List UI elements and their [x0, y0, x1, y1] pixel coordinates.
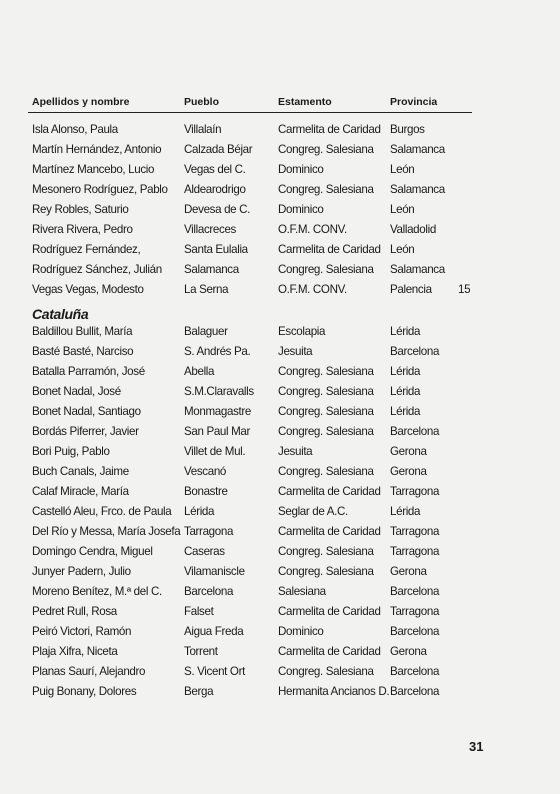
cell-name: Calaf Miracle, María — [32, 485, 129, 498]
cell-town: S. Vicent Ort — [184, 665, 245, 678]
cell-estate: Seglar de A.C. — [278, 505, 348, 518]
cell-province: Tarragona — [390, 485, 440, 498]
cell-estate: Carmelita de Caridad — [278, 123, 381, 136]
cell-estate: O.F.M. CONV. — [278, 283, 347, 296]
cell-estate: Dominico — [278, 163, 324, 176]
cell-province: Barcelona — [390, 585, 440, 598]
cell-name: Basté Basté, Narciso — [32, 345, 134, 358]
cell-estate: Congreg. Salesiana — [278, 425, 374, 438]
table-row — [0, 325, 560, 345]
cell-name: Del Río y Messa, María Josefa — [32, 525, 181, 538]
cell-estate: Dominico — [278, 203, 324, 216]
table-row — [0, 505, 560, 525]
cell-province: Tarragona — [390, 525, 440, 538]
header-surname: Apellidos y nombre — [32, 96, 130, 108]
cell-town: Villalaín — [184, 123, 222, 136]
cell-town: Berga — [184, 685, 214, 698]
cell-town: Devesa de C. — [184, 203, 251, 216]
cell-estate: Carmelita de Caridad — [278, 485, 381, 498]
section-title: Cataluña — [32, 306, 89, 322]
cell-town: Calzada Béjar — [184, 143, 253, 156]
cell-province: Barcelona — [390, 345, 440, 358]
page-number: 31 — [469, 739, 484, 754]
margin-number: 15 — [458, 283, 471, 296]
cell-town: Tarragona — [184, 525, 234, 538]
cell-estate: Carmelita de Caridad — [278, 525, 381, 538]
cell-name: Mesonero Rodríguez, Pablo — [32, 183, 168, 196]
cell-name: Isla Alonso, Paula — [32, 123, 118, 136]
cell-name: Bordás Piferrer, Javier — [32, 425, 139, 438]
cell-name: Rodríguez Fernández, — [32, 243, 141, 256]
cell-estate: Escolapia — [278, 325, 326, 338]
table-row — [0, 143, 560, 163]
cell-estate: Congreg. Salesiana — [278, 405, 374, 418]
cell-province: Lérida — [390, 505, 421, 518]
cell-town: Vegas del C. — [184, 163, 246, 176]
cell-province: Tarragona — [390, 545, 440, 558]
cell-province: Barcelona — [390, 665, 440, 678]
cell-estate: Congreg. Salesiana — [278, 263, 374, 276]
cell-province: Gerona — [390, 465, 427, 478]
cell-province: Barcelona — [390, 625, 440, 638]
table-row — [0, 405, 560, 425]
table-row — [0, 605, 560, 625]
table-row — [0, 183, 560, 203]
table-row — [0, 685, 560, 705]
table-row — [0, 223, 560, 243]
cell-town: Lérida — [184, 505, 215, 518]
cell-estate: Salesiana — [278, 585, 326, 598]
table-row — [0, 445, 560, 465]
table-row — [0, 263, 560, 283]
cell-name: Vegas Vegas, Modesto — [32, 283, 144, 296]
cell-town: Barcelona — [184, 585, 234, 598]
cell-estate: Carmelita de Caridad — [278, 605, 381, 618]
table-row — [0, 163, 560, 183]
cell-town: Caseras — [184, 545, 225, 558]
table-row — [0, 425, 560, 445]
cell-province: Lérida — [390, 385, 421, 398]
cell-estate: Congreg. Salesiana — [278, 545, 374, 558]
cell-name: Rey Robles, Saturio — [32, 203, 129, 216]
cell-province: Barcelona — [390, 425, 440, 438]
table-row — [0, 565, 560, 585]
cell-province: Tarragona — [390, 605, 440, 618]
header-town: Pueblo — [184, 96, 220, 108]
cell-name: Domingo Cendra, Miguel — [32, 545, 153, 558]
table-row — [0, 123, 560, 143]
cell-estate: Dominico — [278, 625, 324, 638]
cell-province: Salamanca — [390, 143, 445, 156]
table-row — [0, 243, 560, 263]
header-province: Provincia — [390, 96, 438, 108]
cell-town: Aldearodrigo — [184, 183, 246, 196]
section-heading — [0, 303, 560, 325]
cell-name: Pedret Rull, Rosa — [32, 605, 117, 618]
cell-province: Gerona — [390, 565, 427, 578]
cell-estate: Congreg. Salesiana — [278, 465, 374, 478]
table-row — [0, 665, 560, 685]
cell-town: Villacreces — [184, 223, 236, 236]
cell-estate: O.F.M. CONV. — [278, 223, 347, 236]
table-row — [0, 545, 560, 565]
cell-name: Baldillou Bullit, María — [32, 325, 133, 338]
cell-name: Buch Canals, Jaime — [32, 465, 129, 478]
cell-province: Salamanca — [390, 183, 445, 196]
cell-estate: Congreg. Salesiana — [278, 665, 374, 678]
cell-province: Palencia — [390, 283, 432, 296]
cell-town: La Serna — [184, 283, 229, 296]
cell-name: Plaja Xifra, Niceta — [32, 645, 118, 658]
cell-estate: Carmelita de Caridad — [278, 243, 381, 256]
cell-name: Rivera Rivera, Pedro — [32, 223, 133, 236]
table-row — [0, 465, 560, 485]
cell-province: Lérida — [390, 325, 421, 338]
cell-province: Burgos — [390, 123, 425, 136]
cell-name: Moreno Benítez, M.ª del C. — [32, 585, 162, 598]
cell-province: León — [390, 243, 415, 256]
cell-name: Junyer Padern, Julio — [32, 565, 131, 578]
cell-town: S.M.Claravalls — [184, 385, 254, 398]
table-row — [0, 385, 560, 405]
table-row — [0, 585, 560, 605]
table-row — [0, 203, 560, 223]
table-body — [0, 123, 560, 705]
cell-town: Salamanca — [184, 263, 239, 276]
cell-province: Barcelona — [390, 685, 440, 698]
cell-name: Martín Hernández, Antonio — [32, 143, 162, 156]
cell-province: Lérida — [390, 365, 421, 378]
cell-province: León — [390, 203, 415, 216]
cell-town: Torrent — [184, 645, 218, 658]
cell-town: Villet de Mul. — [184, 445, 246, 458]
cell-province: Gerona — [390, 445, 427, 458]
table-row — [0, 365, 560, 385]
cell-town: Aigua Freda — [184, 625, 244, 638]
cell-town: Bonastre — [184, 485, 228, 498]
cell-town: S. Andrés Pa. — [184, 345, 251, 358]
table-row — [0, 485, 560, 505]
cell-estate: Carmelita de Caridad — [278, 645, 381, 658]
cell-name: Peiró Victori, Ramón — [32, 625, 132, 638]
cell-estate: Jesuita — [278, 345, 313, 358]
cell-province: Salamanca — [390, 263, 445, 276]
cell-name: Planas Saurí, Alejandro — [32, 665, 146, 678]
cell-name: Bonet Nadal, José — [32, 385, 121, 398]
cell-town: Santa Eulalia — [184, 243, 248, 256]
cell-town: Monmagastre — [184, 405, 252, 418]
cell-town: Vilamaniscle — [184, 565, 245, 578]
table-row — [0, 645, 560, 665]
cell-town: Vescanó — [184, 465, 227, 478]
cell-name: Batalla Parramón, José — [32, 365, 145, 378]
cell-estate: Jesuita — [278, 445, 313, 458]
table-row — [0, 525, 560, 545]
cell-town: Falset — [184, 605, 214, 618]
cell-estate: Congreg. Salesiana — [278, 143, 374, 156]
cell-province: Gerona — [390, 645, 427, 658]
cell-estate: Hermanita Ancianos D. — [278, 685, 390, 698]
cell-town: Abella — [184, 365, 215, 378]
cell-town: Balaguer — [184, 325, 228, 338]
cell-town: San Paul Mar — [184, 425, 251, 438]
cell-name: Rodríguez Sánchez, Julián — [32, 263, 162, 276]
cell-estate: Congreg. Salesiana — [278, 365, 374, 378]
table-row — [0, 345, 560, 365]
cell-province: Lérida — [390, 405, 421, 418]
cell-estate: Congreg. Salesiana — [278, 565, 374, 578]
table-row — [0, 283, 560, 303]
cell-name: Castelló Aleu, Frco. de Paula — [32, 505, 172, 518]
cell-province: León — [390, 163, 415, 176]
cell-name: Martínez Mancebo, Lucio — [32, 163, 155, 176]
cell-name: Bori Puig, Pablo — [32, 445, 110, 458]
cell-name: Puig Bonany, Dolores — [32, 685, 137, 698]
header-estate: Estamento — [278, 96, 332, 108]
header-rule — [28, 112, 472, 113]
cell-province: Valladolid — [390, 223, 436, 236]
table-row — [0, 625, 560, 645]
cell-name: Bonet Nadal, Santiago — [32, 405, 141, 418]
cell-estate: Congreg. Salesiana — [278, 183, 374, 196]
cell-estate: Congreg. Salesiana — [278, 385, 374, 398]
